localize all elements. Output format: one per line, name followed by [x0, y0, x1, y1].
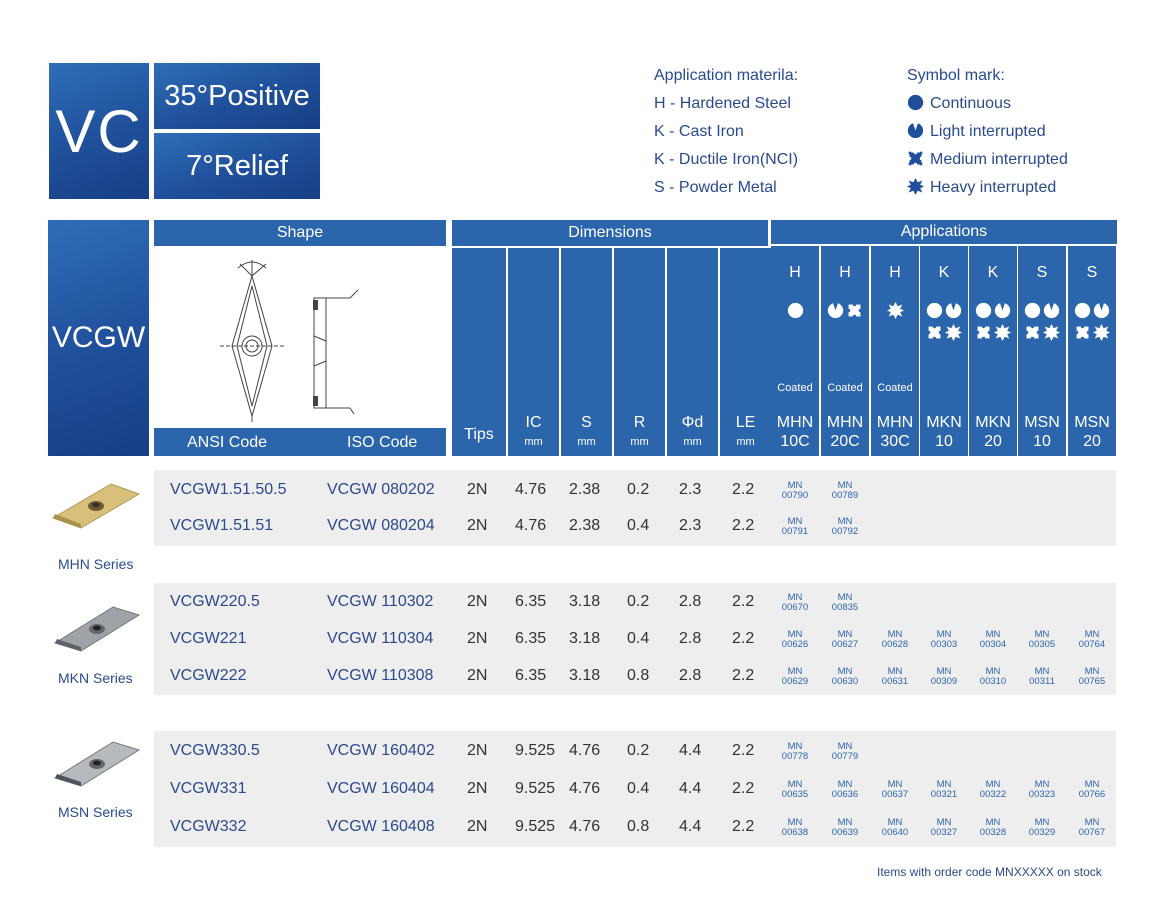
le-cell: 2.2: [732, 742, 755, 759]
symbol-legend-item: Light interrupted: [907, 118, 1068, 146]
symbol-row: [1018, 302, 1066, 319]
order-code: MN 00790: [781, 480, 809, 501]
grade-suffix: 10: [935, 433, 953, 450]
order-code: MN 00789: [831, 480, 859, 501]
tips-cell: 2N: [467, 818, 488, 835]
dimension-column-header: [508, 248, 559, 456]
ic-cell: 6.35: [515, 630, 547, 647]
continuous-icon: [1074, 302, 1091, 319]
medium-interrupted-icon: [846, 302, 863, 319]
material-code: K: [987, 264, 999, 281]
d-cell: 4.4: [679, 780, 702, 797]
light-interrupted-icon: [1093, 302, 1110, 319]
order-code: MN 00626: [781, 629, 809, 650]
dimension-column-header: [614, 248, 665, 456]
heavy-interrupted-icon: [1093, 324, 1110, 341]
s-cell: 3.18: [569, 630, 601, 647]
light-interrupted-icon: [994, 302, 1011, 319]
application-legend-item: K - Ductile Iron(NCI): [654, 151, 799, 168]
heavy-interrupted-icon: [945, 324, 962, 341]
order-code: MN 00764: [1078, 629, 1106, 650]
light-interrupted-icon: [827, 302, 844, 319]
iso-code-cell: VCGW 110302: [327, 593, 434, 610]
light-interrupted-icon: [945, 302, 962, 319]
order-code: MN 00304: [979, 629, 1007, 650]
dimension-label: Φd: [681, 414, 704, 431]
d-cell: 2.3: [679, 517, 702, 534]
dimension-unit: mm: [683, 436, 702, 448]
grade-prefix: MKN: [926, 414, 962, 431]
le-cell: 2.2: [732, 517, 755, 534]
application-column-header: [920, 246, 968, 456]
grade-prefix: MKN: [975, 414, 1011, 431]
symbol-row: [821, 302, 869, 319]
ic-cell: 4.76: [515, 517, 547, 534]
order-code: MN 00766: [1078, 779, 1106, 800]
symbol-row: [1068, 302, 1116, 319]
coated-label: Coated: [777, 382, 813, 394]
heavy-interrupted-icon: [1043, 324, 1060, 341]
s-cell: 3.18: [569, 667, 601, 684]
order-code: MN 00635: [781, 779, 809, 800]
grade-prefix: MHN: [776, 414, 814, 431]
order-code: MN 00321: [930, 779, 958, 800]
heavy-interrupted-icon: [907, 178, 924, 195]
msn-insert-image: [51, 738, 141, 793]
heavy-interrupted-icon: [994, 324, 1011, 341]
symbol-legend: [907, 62, 1068, 202]
d-cell: 2.3: [679, 481, 702, 498]
medium-interrupted-icon: [1024, 324, 1041, 341]
dimensions-header: Dimensions: [452, 220, 768, 246]
coated-label: Coated: [877, 382, 913, 394]
dimension-label: R: [633, 414, 646, 431]
series-label: MHN Series: [58, 556, 134, 572]
symbol-row: [871, 302, 919, 319]
order-code: MN 00309: [930, 666, 958, 687]
s-cell: 4.76: [569, 742, 601, 759]
order-code: MN 00636: [831, 779, 859, 800]
application-legend-item: S - Powder Metal: [654, 179, 777, 196]
ansi-code-cell: VCGW220.5: [170, 593, 260, 610]
order-code: MN 00310: [979, 666, 1007, 687]
continuous-icon: [926, 302, 943, 319]
r-cell: 0.2: [627, 593, 650, 610]
light-interrupted-icon: [907, 122, 924, 139]
mkn-insert-image: [51, 603, 141, 658]
order-code: MN 00835: [831, 592, 859, 613]
ic-cell: 9.525: [515, 780, 556, 797]
order-code: MN 00627: [831, 629, 859, 650]
relief-angle-tile: [154, 133, 320, 199]
grade-prefix: MSN: [1024, 414, 1060, 431]
le-cell: 2.2: [732, 667, 755, 684]
s-cell: 2.38: [569, 481, 601, 498]
tips-cell: 2N: [467, 481, 488, 498]
ansi-code-cell: VCGW222: [170, 667, 247, 684]
s-cell: 4.76: [569, 818, 601, 835]
application-legend-item: K - Cast Iron: [654, 123, 744, 140]
application-column-header: [771, 246, 819, 456]
r-cell: 0.8: [627, 818, 650, 835]
dimension-unit: mm: [577, 436, 596, 448]
iso-code-cell: VCGW 110304: [327, 630, 434, 647]
material-code: K: [938, 264, 950, 281]
grade-suffix: 20: [984, 433, 1002, 450]
symbol-legend-heading: Symbol mark:: [907, 67, 1005, 84]
order-code: MN 00791: [781, 516, 809, 537]
dimension-column-header: [667, 248, 718, 456]
medium-interrupted-icon: [975, 324, 992, 341]
ic-cell: 4.76: [515, 481, 547, 498]
iso-code-cell: VCGW 160408: [327, 818, 435, 835]
order-code: MN 00767: [1078, 817, 1106, 838]
symbol-row: [1018, 324, 1066, 341]
light-interrupted-icon: [1043, 302, 1060, 319]
medium-interrupted-icon: [907, 150, 924, 167]
le-cell: 2.2: [732, 630, 755, 647]
ic-cell: 9.525: [515, 742, 556, 759]
grade-prefix: MHN: [826, 414, 864, 431]
r-cell: 0.2: [627, 742, 650, 759]
tips-cell: 2N: [467, 780, 488, 797]
series-code-tile: [49, 63, 149, 199]
dimension-column-header: [561, 248, 612, 456]
application-legend: [654, 62, 798, 202]
r-cell: 0.2: [627, 481, 650, 498]
iso-code-cell: VCGW 160402: [327, 742, 435, 759]
symbol-legend-item: Continuous: [907, 90, 1068, 118]
iso-code-cell: VCGW 080202: [327, 481, 435, 498]
medium-interrupted-icon: [1074, 324, 1091, 341]
d-cell: 2.8: [679, 593, 702, 610]
grade-suffix: 20: [1083, 433, 1101, 450]
application-column-header: [1068, 246, 1116, 456]
iso-code-cell: VCGW 110308: [327, 667, 434, 684]
code-header: [154, 428, 446, 456]
symbol-row: [969, 302, 1017, 319]
symbol-row: [969, 324, 1017, 341]
iso-code-header: ISO Code: [347, 434, 418, 451]
grade-prefix: MHN: [876, 414, 914, 431]
iso-code-cell: VCGW 160404: [327, 780, 435, 797]
order-code: MN 00792: [831, 516, 859, 537]
ansi-code-cell: VCGW221: [170, 630, 247, 647]
r-cell: 0.4: [627, 780, 650, 797]
ansi-code-header: ANSI Code: [187, 434, 268, 451]
continuous-icon: [907, 94, 924, 111]
le-cell: 2.2: [732, 593, 755, 610]
material-code: H: [839, 264, 851, 281]
order-code: MN 00765: [1078, 666, 1106, 687]
dimension-label: S: [581, 414, 592, 431]
le-cell: 2.2: [732, 780, 755, 797]
stock-footnote: Items with order code MNXXXXX on stock: [877, 865, 1102, 879]
order-code: MN 00670: [781, 592, 809, 613]
coated-label: Coated: [827, 382, 863, 394]
application-column-header: [871, 246, 919, 456]
order-code: MN 00328: [979, 817, 1007, 838]
order-code: MN 00639: [831, 817, 859, 838]
application-legend-item: H - Hardened Steel: [654, 95, 791, 112]
r-cell: 0.4: [627, 517, 650, 534]
order-code: MN 00631: [881, 666, 909, 687]
tips-column-header: Tips: [452, 248, 506, 456]
ansi-code-cell: VCGW331: [170, 780, 247, 797]
le-cell: 2.2: [732, 818, 755, 835]
medium-interrupted-icon: [926, 324, 943, 341]
d-cell: 4.4: [679, 742, 702, 759]
ic-cell: 6.35: [515, 593, 547, 610]
order-code: MN 00778: [781, 741, 809, 762]
material-code: S: [1036, 264, 1048, 281]
relief-angle: 7°Relief: [186, 149, 288, 182]
application-column-header: [821, 246, 869, 456]
tips-cell: 2N: [467, 667, 488, 684]
application-column-header: [969, 246, 1017, 456]
heavy-interrupted-icon: [887, 302, 904, 319]
s-cell: 2.38: [569, 517, 601, 534]
order-code: MN 00329: [1028, 817, 1056, 838]
grade-suffix: 30C: [880, 433, 910, 450]
r-cell: 0.8: [627, 667, 650, 684]
order-code: MN 00303: [930, 629, 958, 650]
d-cell: 2.8: [679, 667, 702, 684]
continuous-icon: [975, 302, 992, 319]
dimension-unit: mm: [630, 436, 649, 448]
grade-prefix: MSN: [1074, 414, 1110, 431]
dimension-unit: mm: [736, 436, 755, 448]
order-code: MN 00327: [930, 817, 958, 838]
ic-cell: 6.35: [515, 667, 547, 684]
order-code: MN 00322: [979, 779, 1007, 800]
order-code: MN 00640: [881, 817, 909, 838]
insert-drawing-svg: [154, 246, 446, 426]
series-label: MSN Series: [58, 804, 133, 820]
application-column-header: [1018, 246, 1066, 456]
order-code: MN 00638: [781, 817, 809, 838]
shape-header: Shape: [154, 220, 446, 246]
symbol-row: [920, 302, 968, 319]
s-cell: 4.76: [569, 780, 601, 797]
order-code: MN 00305: [1028, 629, 1056, 650]
order-code: MN 00779: [831, 741, 859, 762]
tips-cell: 2N: [467, 742, 488, 759]
tips-cell: 2N: [467, 630, 488, 647]
tips-cell: 2N: [467, 517, 488, 534]
order-code: MN 00323: [1028, 779, 1056, 800]
ansi-code-cell: VCGW1.51.50.5: [170, 481, 287, 498]
continuous-icon: [1024, 302, 1041, 319]
le-cell: 2.2: [732, 481, 755, 498]
product-family-tile: [48, 220, 149, 456]
ansi-code-cell: VCGW330.5: [170, 742, 260, 759]
order-code: MN 00628: [881, 629, 909, 650]
symbol-row: [771, 302, 819, 319]
symbol-legend-item: Medium interrupted: [907, 146, 1068, 174]
r-cell: 0.4: [627, 630, 650, 647]
series-label: MKN Series: [58, 670, 133, 686]
grade-suffix: 10: [1033, 433, 1051, 450]
positive-angle: 35°Positive: [164, 79, 310, 112]
order-code: MN 00637: [881, 779, 909, 800]
applications-header: Applications: [771, 220, 1117, 244]
d-cell: 2.8: [679, 630, 702, 647]
dimension-column-header: [720, 248, 771, 456]
dimension-label: IC: [525, 414, 542, 431]
symbol-legend-item: Heavy interrupted: [907, 174, 1068, 202]
application-legend-heading: Application materila:: [654, 67, 799, 84]
ic-cell: 9.525: [515, 818, 556, 835]
grade-suffix: 10C: [780, 433, 810, 450]
dimension-unit: mm: [524, 436, 543, 448]
tips-cell: 2N: [467, 593, 488, 610]
product-family-label: VCGW: [51, 321, 146, 354]
symbol-row: [1068, 324, 1116, 341]
ansi-code-cell: VCGW1.51.51: [170, 517, 274, 534]
material-code: H: [789, 264, 801, 281]
d-cell: 4.4: [679, 818, 702, 835]
series-code: VC: [55, 97, 143, 165]
ansi-code-cell: VCGW332: [170, 818, 247, 835]
order-code: MN 00311: [1029, 666, 1055, 687]
insert-shape-drawing: [154, 246, 446, 426]
mhn-insert-image: [51, 480, 141, 535]
s-cell: 3.18: [569, 593, 601, 610]
continuous-icon: [787, 302, 804, 319]
positive-angle-tile: [154, 63, 320, 129]
iso-code-cell: VCGW 080204: [327, 517, 435, 534]
material-code: H: [889, 264, 901, 281]
dimension-label: LE: [735, 414, 756, 431]
order-code: MN 00630: [831, 666, 859, 687]
material-code: S: [1086, 264, 1098, 281]
order-code: MN 00629: [781, 666, 809, 687]
symbol-row: [920, 324, 968, 341]
grade-suffix: 20C: [830, 433, 860, 450]
